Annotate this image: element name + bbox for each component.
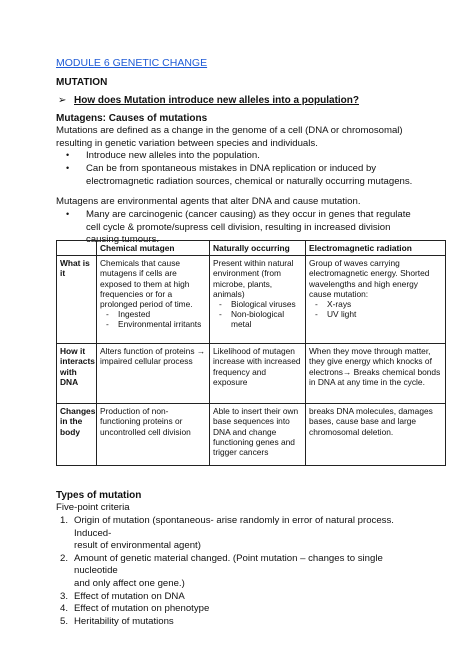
mutagens-table [56, 240, 446, 466]
list-item [56, 603, 426, 616]
list-number: 1. [60, 515, 69, 526]
table-cell [306, 256, 446, 344]
dash-list [213, 299, 302, 330]
bullet-line: Many are carcinogenic (cancer causing) as they occur in genes that regulate [86, 209, 411, 220]
list-item-line: and only affect one gene.) [74, 577, 185, 589]
list-item-label: Non-biological metal [231, 309, 285, 330]
table-cell: Able to insert their own base sequences into DNA and change functioning genes and trigger cancers [210, 404, 306, 466]
table-row [57, 256, 446, 344]
list-item [100, 309, 206, 319]
list-item [213, 299, 302, 309]
bullet-icon: • [66, 163, 70, 173]
dash-icon: - [219, 299, 222, 310]
bullet-line: Can be from spontaneous mistakes in DNA replication or induced by [86, 163, 377, 174]
heading-mutation: MUTATION [56, 77, 108, 88]
bullet-line: causing tumours. [86, 234, 160, 246]
list-item-line: Amount of genetic material changed. (Point mutation – changes to single nucleotide [74, 552, 383, 577]
table-header-cell [57, 241, 97, 256]
bullet-item [86, 150, 446, 163]
cell-text: Group of waves carrying electromagnetic energy. Shorted wavelengths and high energy cause mutation: [309, 258, 430, 299]
list-item [100, 319, 206, 329]
table-cell: Production of non-functioning proteins or uncontrolled cell division [97, 404, 210, 466]
list-item [309, 299, 442, 309]
types-list [56, 515, 426, 628]
list-item [309, 309, 442, 319]
list-item-label: X-rays [327, 299, 352, 310]
list-item-line: Heritability of mutations [74, 615, 174, 627]
cell-text: Present within natural environment (from microbe, plants, animals) [213, 258, 294, 299]
table-row [57, 404, 446, 466]
dash-list [100, 309, 206, 329]
list-number: 2. [60, 552, 69, 564]
list-item [213, 309, 302, 329]
dash-icon: - [106, 319, 109, 330]
mutagens-env-text: Mutagens are environmental agents that alter DNA and cause mutation. [56, 196, 361, 207]
table-header-cell: Naturally occurring [210, 241, 306, 256]
list-item [56, 515, 426, 553]
list-item-label: UV light [327, 309, 357, 320]
table-header-cell: Chemical mutagen [97, 241, 210, 256]
row-header-cell: How it interacts with DNA [57, 344, 97, 404]
list-number: 5. [60, 615, 69, 627]
list-item-line: Origin of mutation (spontaneous- arise randomly in error of natural process. Induced- [74, 515, 394, 539]
row-header-cell: Changes in the body [57, 404, 97, 466]
table-header-row [57, 241, 446, 256]
mutations-definition [56, 125, 446, 150]
bullet-item [86, 163, 446, 188]
question-heading: How does Mutation introduce new alleles into a population? [74, 95, 360, 106]
dash-icon: - [315, 299, 318, 310]
table-header-cell: Electromagnetic radiation [306, 241, 446, 256]
bullet-line: Introduce new alleles into the population. [86, 150, 260, 161]
list-item-line: result of environmental agent) [74, 540, 201, 552]
table-cell: Likelihood of mutagen increase with increased frequency and exposure [210, 344, 306, 404]
types-heading: Types of mutation [56, 490, 142, 501]
cell-text: Chemicals that cause mutagens if cells are exposed to them at high frequencies or for a prolonged period of time. [100, 258, 193, 310]
dash-list [309, 299, 442, 319]
bullet-line: electromagnetic radiation sources, chemical or naturally occurring mutagens. [86, 175, 413, 187]
list-item [56, 553, 426, 591]
list-item-label: Biological viruses [231, 299, 296, 310]
bullet-icon: • [66, 209, 70, 219]
table-cell: When they move through matter, they give energy which knocks of electrons→ Breaks chemical bonds in DNA at any time in the cycle. [306, 344, 446, 404]
list-item [56, 591, 426, 604]
list-item [56, 616, 426, 629]
list-item-label: Environmental irritants [118, 319, 202, 330]
row-header-cell: What is it [57, 256, 97, 344]
dash-icon: - [219, 309, 222, 320]
list-item-line: Effect of mutation on DNA [74, 590, 185, 602]
arrow-bullet-icon: ➢ [58, 95, 67, 106]
definition-line: resulting in genetic variation between species and individuals. [56, 137, 318, 149]
definition-line: Mutations are defined as a change in the genome of a cell (DNA or chromosomal) [56, 125, 403, 136]
dash-icon: - [315, 309, 318, 320]
table-cell: breaks DNA molecules, damages bases, cause base and large chromosomal deletion. [306, 404, 446, 466]
dash-icon: - [106, 309, 109, 320]
list-number: 4. [60, 603, 69, 615]
bullet-line: cell cycle & promote/supress cell division, resulting in increased division [86, 221, 391, 233]
table-cell [97, 256, 210, 344]
table-cell [210, 256, 306, 344]
module-title[interactable]: MODULE 6 GENETIC CHANGE [56, 57, 208, 69]
list-number: 3. [60, 590, 69, 602]
mutagens-heading: Mutagens: Causes of mutations [56, 113, 208, 124]
bullet-icon: • [66, 150, 70, 160]
table-row [57, 344, 446, 404]
table-cell: Alters function of proteins → impaired cellular process [97, 344, 210, 404]
list-item-line: Effect of mutation on phenotype [74, 603, 210, 615]
list-item-label: Ingested [118, 309, 151, 320]
five-point-label: Five-point criteria [56, 502, 130, 513]
